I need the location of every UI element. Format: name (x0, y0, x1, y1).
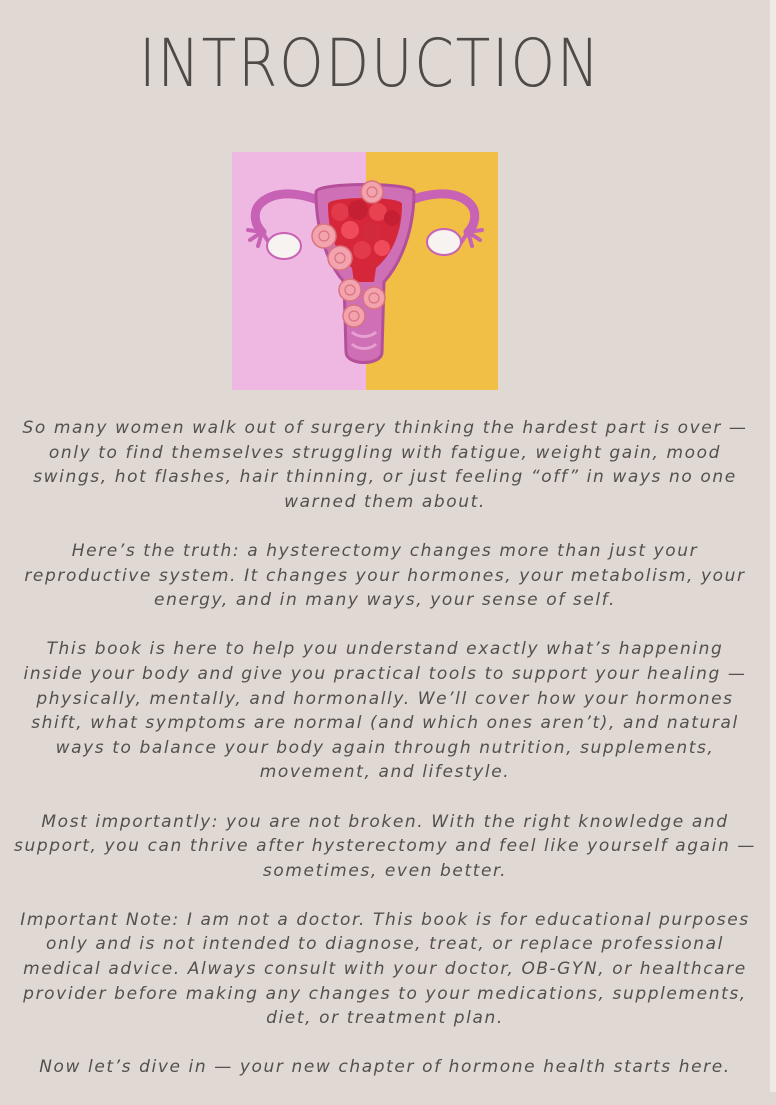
uterus-illustration-graphic (232, 152, 498, 390)
paragraph-truth: Here’s the truth: a hysterectomy changes more than just your reproductive system. It changes your hormones, your metabolism, your energy, and in many ways, your sense of self. (24, 540, 746, 611)
paragraph-important-note: Important Note: I am not a doctor. This book is for educational purposes only and is not intended to diagnose, treat, or replace professional medical advice. Always consult with your doctor, OB-GYN, or healthcare provider before making any changes to your medications, supplements, diet, or treatment plan. (20, 909, 750, 1029)
paragraph-encouragement: Most importantly: you are not broken. With the right knowledge and support, you can thrive after hysterectomy and feel like yourself again — sometimes, even better. (14, 811, 756, 881)
uterus-illustration (232, 152, 498, 390)
paragraph-closing: Now let’s dive in — your new chapter of hormone health starts here. (39, 1057, 731, 1078)
page-edge (770, 0, 776, 1092)
page-title: INTRODUCTION (138, 25, 602, 102)
paragraph-book-purpose: This book is here to help you understand exactly what’s happening inside your body and give you practical tools to support your healing — physically, mentally, and hormonally. We’ll cover how your hormones shift, what symptoms are normal (and which ones aren’t), and natural ways to balance your body again through nutrition, supplements, movement, and lifestyle. (23, 639, 747, 783)
paragraph-opening: So many women walk out of surgery thinking the hardest part is over — only to find themselves struggling with fatigue, weight gain, mood swings, hot flashes, hair thinning, or just feeling “off” in ways no one warned them about. (22, 418, 748, 512)
intro-body-text (14, 416, 756, 1105)
